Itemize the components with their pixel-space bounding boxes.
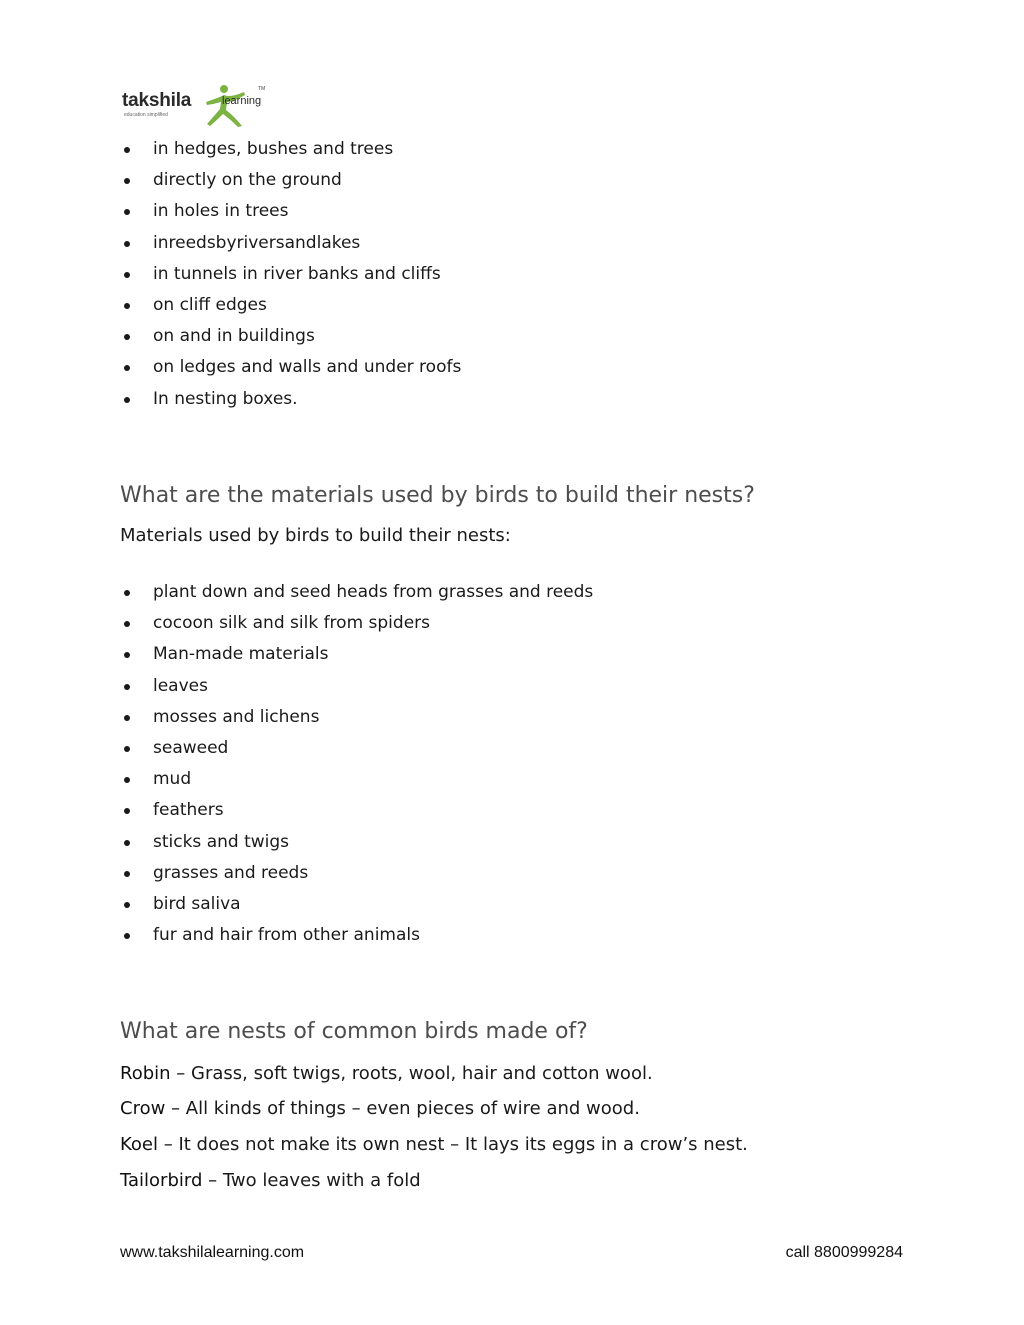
list-item-text: in holes in trees <box>153 201 289 222</box>
takshila-logo <box>120 80 270 130</box>
bullet-icon <box>124 715 130 721</box>
list-item <box>0 582 593 613</box>
bullet-icon <box>124 272 130 278</box>
list-item-text: In nesting boxes. <box>153 388 298 409</box>
bullet-icon <box>124 241 130 247</box>
bird-nest-description: All kinds of things – even pieces of wire and wood. <box>180 1098 640 1119</box>
bird-nest-description: Two leaves with a fold <box>217 1170 421 1191</box>
bullet-icon <box>124 334 130 340</box>
list-item <box>0 800 593 831</box>
list-item-text: bird saliva <box>153 893 241 914</box>
list-item-text: in hedges, bushes and trees <box>153 139 394 159</box>
bird-name: Koel – <box>120 1134 173 1155</box>
list-item-text: grasses and reeds <box>153 862 309 883</box>
bird-name: Tailorbird – <box>120 1170 218 1191</box>
list-item <box>0 644 593 675</box>
bird-nest-description: Grass, soft twigs, roots, wool, hair and cotton wool. <box>185 1063 653 1084</box>
list-item-text: fur and hair from other animals <box>153 925 420 946</box>
list-item <box>0 233 461 264</box>
list-item-text: on cliff edges <box>153 294 267 315</box>
list-item-text: sticks and twigs <box>153 831 290 852</box>
bird-nest-row <box>120 1063 653 1084</box>
materials-list <box>0 582 593 956</box>
bird-nest-row <box>120 1098 640 1119</box>
footer-website[interactable]: www.takshilalearning.com <box>120 1244 305 1261</box>
list-item <box>0 613 593 644</box>
bullet-icon <box>124 777 130 783</box>
list-item <box>0 264 461 295</box>
list-item-text: in tunnels in river banks and cliffs <box>153 263 441 284</box>
logo-main-text: takshila <box>122 90 192 111</box>
bullet-icon <box>124 178 130 184</box>
bird-nest-description: It does not make its own nest – It lays its eggs in a crow’s nest. <box>172 1134 748 1155</box>
list-item <box>0 863 593 894</box>
bullet-icon <box>124 808 130 814</box>
list-item-text: cocoon silk and silk from spiders <box>153 613 430 634</box>
bird-name: Robin – <box>120 1063 186 1084</box>
nest-locations-list <box>0 139 461 420</box>
list-item <box>0 738 593 769</box>
bullet-icon <box>124 652 130 658</box>
list-item-text: feathers <box>153 800 224 821</box>
bullet-icon <box>124 365 130 371</box>
list-item <box>0 139 461 170</box>
bullet-icon <box>124 397 130 403</box>
list-item-text: Man-made materials <box>153 644 329 665</box>
bullet-icon <box>124 590 130 596</box>
list-item-text: mud <box>153 769 192 790</box>
bullet-icon <box>124 746 130 752</box>
bird-nest-row <box>120 1170 421 1191</box>
logo-tagline: education simplified <box>124 112 168 118</box>
list-item-text: inreedsbyriversandlakes <box>153 232 361 253</box>
bullet-icon <box>124 621 130 627</box>
bird-name: Crow – <box>120 1098 181 1119</box>
list-item <box>0 832 593 863</box>
list-item <box>0 769 593 800</box>
materials-intro: Materials used by birds to build their nests: <box>120 525 511 546</box>
list-item-text: on ledges and walls and under roofs <box>153 357 462 378</box>
list-item <box>0 326 461 357</box>
bullet-icon <box>124 871 130 877</box>
list-item <box>0 170 461 201</box>
bird-nest-row <box>120 1134 748 1155</box>
list-item-text: mosses and lichens <box>153 706 320 727</box>
bullet-icon <box>124 684 130 690</box>
logo-secondary-text: learning <box>222 95 262 107</box>
list-item-text: seaweed <box>153 737 229 758</box>
bullet-icon <box>124 147 130 153</box>
bullet-icon <box>124 303 130 309</box>
common-birds-heading: What are nests of common birds made of? <box>120 1019 588 1044</box>
list-item <box>0 925 593 956</box>
list-item <box>0 894 593 925</box>
list-item <box>0 389 461 420</box>
bullet-icon <box>124 840 130 846</box>
bullet-icon <box>124 902 130 908</box>
list-item <box>0 676 593 707</box>
list-item <box>0 707 593 738</box>
bullet-icon <box>124 933 130 939</box>
list-item-text: leaves <box>153 675 208 696</box>
list-item-text: on and in buildings <box>153 326 315 347</box>
logo-trademark: TM <box>258 86 266 92</box>
footer-phone: call 8800999284 <box>785 1244 903 1261</box>
bullet-icon <box>124 209 130 215</box>
list-item <box>0 295 461 326</box>
list-item <box>0 357 461 388</box>
list-item <box>0 201 461 232</box>
list-item-text: directly on the ground <box>153 170 342 191</box>
list-item-text: plant down and seed heads from grasses and reeds <box>153 582 594 602</box>
materials-heading: What are the materials used by birds to build their nests? <box>120 483 755 508</box>
